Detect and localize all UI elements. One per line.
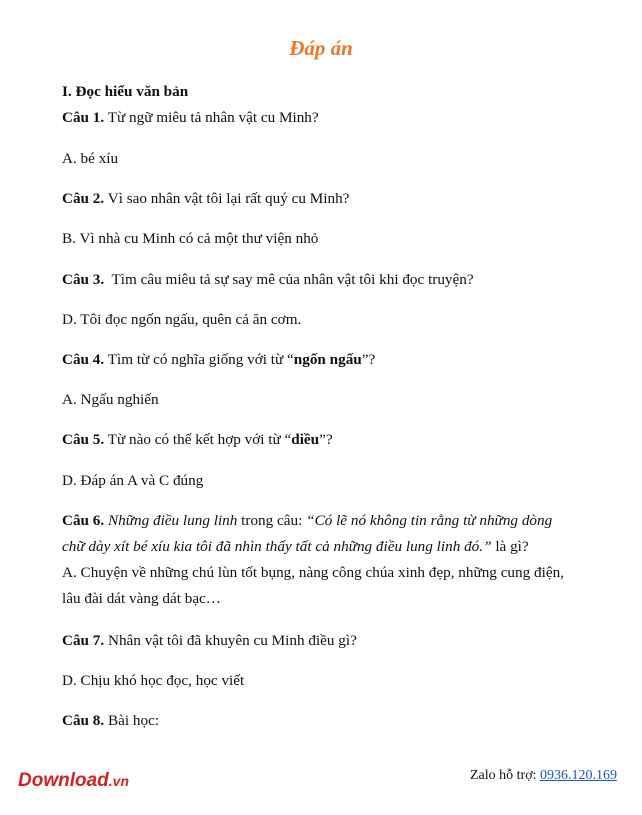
zalo-support: [470, 768, 617, 784]
question-5: Câu 5. Từ nào có thể kết hợp với từ “diều”?: [62, 431, 333, 448]
question-7: Câu 7. Nhân vật tôi đã khuyên cu Minh điều gì?: [62, 632, 357, 649]
question-3: Câu 3. Tìm câu miêu tả sự say mê của nhân vật tôi khi đọc truyện?: [62, 271, 474, 288]
answer-3: D. Tôi đọc ngốn ngấu, quên cả ăn cơm.: [62, 311, 302, 328]
question-4: Câu 4. Tìm từ có nghĩa giống với từ “ngốn ngấu”?: [62, 351, 376, 368]
page-title: Đáp án: [289, 36, 353, 60]
download-logo[interactable]: Download.vn: [18, 770, 130, 791]
support-label: Zalo hỗ trợ:: [470, 768, 540, 783]
question-2: Câu 2. Vì sao nhân vật tôi lại rất quý cu Minh?: [62, 190, 350, 207]
section-heading: I. Đọc hiểu văn bản: [62, 83, 189, 100]
question-1: Câu 1. Từ ngữ miêu tả nhân vật cu Minh?: [62, 109, 319, 126]
answer-7: D. Chịu khó học đọc, học viết: [62, 672, 245, 689]
question-6-line-2: chữ dày xít bé xíu kia tôi đã nhìn thấy tất cả những điều lung linh đó.” là gì?: [62, 538, 529, 555]
answer-6-line-2: lâu đài dát vàng dát bạc…: [62, 590, 221, 607]
question-8: Câu 8. Bài học:: [62, 712, 160, 729]
answer-6-line-1: A. Chuyện về những chú lùn tốt bụng, nàng công chúa xinh đẹp, những cung điện,: [62, 564, 564, 581]
question-6-line-1: Câu 6. Những điều lung linh trong câu: “Có lẽ nó không tin rằng từ những dòng: [62, 512, 553, 529]
answer-5: D. Đáp án A và C đúng: [62, 472, 204, 489]
answer-1: A. bé xíu: [62, 150, 119, 167]
answer-4: A. Ngấu nghiến: [62, 391, 159, 408]
phone-link[interactable]: 0936.120.169: [540, 768, 617, 783]
answer-2: B. Vì nhà cu Minh có cả một thư viện nhỏ: [62, 230, 319, 247]
